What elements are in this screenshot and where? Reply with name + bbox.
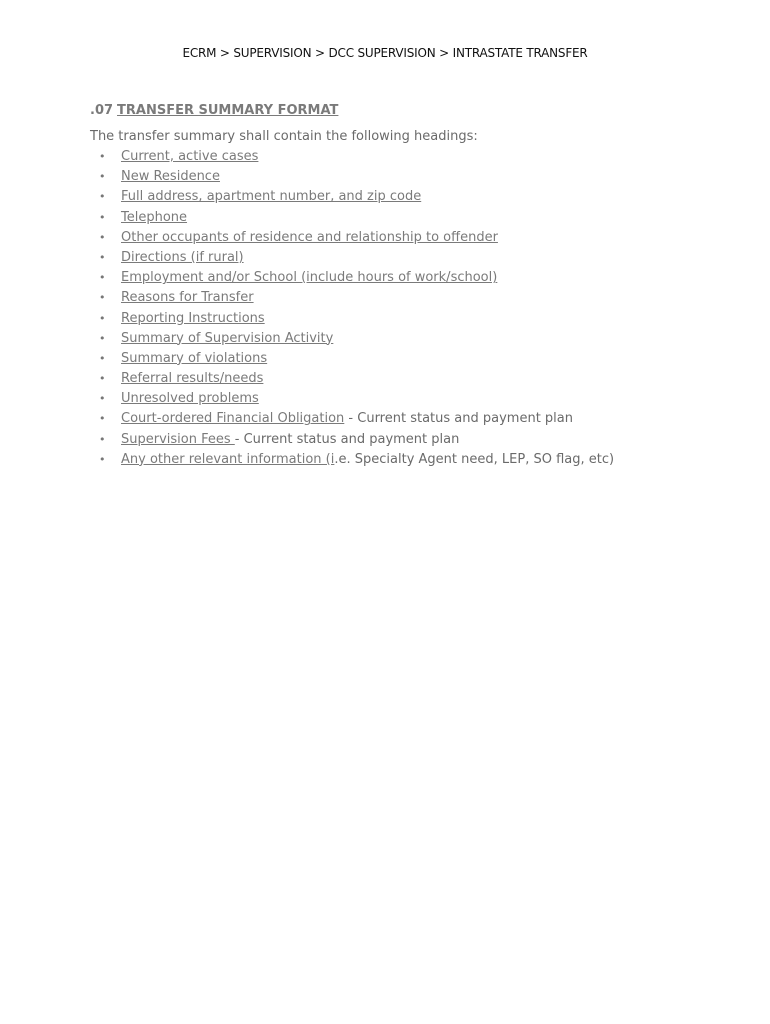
list-item-text: - Current status and payment plan <box>234 431 460 447</box>
bullet-icon: • <box>99 351 106 365</box>
page-header-breadcrumb: ECRM > SUPERVISION > DCC SUPERVISION > INTRASTATE TRANSFER <box>182 46 588 60</box>
list-item-link[interactable]: Reporting Instructions <box>121 310 265 326</box>
list-item <box>90 430 730 450</box>
bullet-icon: • <box>99 271 106 285</box>
list-item-link[interactable]: Employment and/or School (include hours of work/school) <box>121 270 498 286</box>
bullet-icon: • <box>99 170 106 184</box>
list-item <box>90 248 730 268</box>
section-heading <box>90 101 730 121</box>
bullet-icon: • <box>99 392 106 406</box>
document-body <box>90 101 730 470</box>
list-item <box>90 187 730 207</box>
bullet-icon: • <box>99 452 106 466</box>
bullet-icon: • <box>99 230 106 244</box>
section-number: .07 <box>90 103 114 118</box>
bullet-icon: • <box>99 250 106 264</box>
list-item <box>90 228 730 248</box>
list-item <box>90 329 730 349</box>
list-item-text: - Current status and payment plan <box>344 411 573 427</box>
bullet-icon: • <box>99 331 106 345</box>
list-item <box>90 450 730 470</box>
list-item-link[interactable]: Other occupants of residence and relationship to offender <box>121 229 498 245</box>
list-item-link[interactable]: Referral results/needs <box>121 371 264 387</box>
list-item <box>90 389 730 409</box>
list-item-link[interactable]: Telephone <box>121 209 188 225</box>
bullet-icon: • <box>99 311 106 325</box>
bullet-icon: • <box>99 432 106 446</box>
list-item-link[interactable]: Supervision Fees <box>121 431 235 447</box>
bullet-icon: • <box>99 372 106 386</box>
list-item-link[interactable]: Directions (if rural) <box>121 249 244 265</box>
list-item-text: .e. Specialty Agent need, LEP, SO flag, etc) <box>334 451 615 467</box>
list-item <box>90 288 730 308</box>
list-item-link[interactable]: Reasons for Transfer <box>121 290 254 306</box>
bullet-icon: • <box>99 150 106 163</box>
list-item-link[interactable]: Full address, apartment number, and zip code <box>121 189 422 205</box>
list-item <box>90 369 730 389</box>
list-item <box>90 208 730 228</box>
list-item-link[interactable]: Summary of violations <box>121 350 268 366</box>
bullet-icon: • <box>99 412 106 426</box>
list-item-link[interactable]: Unresolved problems <box>121 391 259 407</box>
bullet-icon: • <box>99 291 106 305</box>
list-item <box>90 409 730 429</box>
headings-list <box>90 147 730 470</box>
list-item-link[interactable]: Summary of Supervision Activity <box>121 330 334 346</box>
list-item-link[interactable]: New Residence <box>121 169 220 185</box>
bullet-icon: • <box>99 210 106 224</box>
intro-text: The transfer summary shall contain the following headings: <box>90 129 478 144</box>
list-item-link[interactable]: Any other relevant information (i <box>121 451 335 467</box>
list-item <box>90 167 730 187</box>
bullet-icon: • <box>99 190 106 204</box>
list-item <box>90 309 730 329</box>
list-item-link[interactable]: Court-ordered Financial Obligation <box>121 411 345 427</box>
section-title: TRANSFER SUMMARY FORMAT <box>117 103 339 118</box>
list-item-link[interactable]: Current, active cases <box>121 149 259 164</box>
list-item <box>90 268 730 288</box>
list-item <box>90 147 730 167</box>
list-item <box>90 349 730 369</box>
